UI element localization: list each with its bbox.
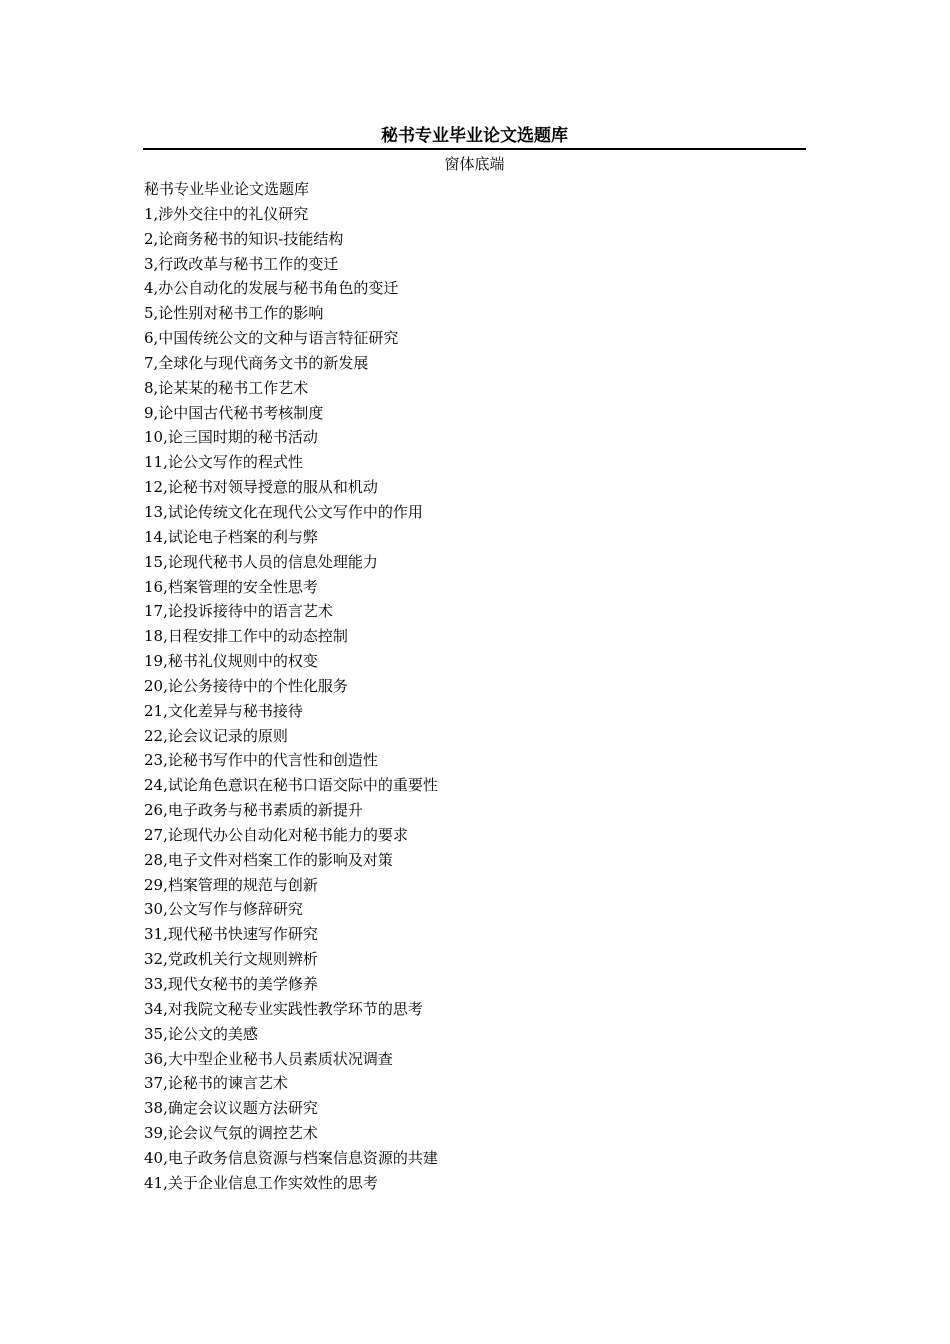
list-item: 38,确定会议议题方法研究: [144, 1099, 318, 1118]
list-item: 5,论性别对秘书工作的影响: [144, 304, 324, 323]
list-item: 4,办公自动化的发展与秘书角色的变迁: [144, 279, 399, 298]
list-item: 35,论公文的美感: [144, 1024, 258, 1043]
list-item: 6,中国传统公文的文种与语言特征研究: [144, 329, 399, 348]
list-item: 9,论中国古代秘书考核制度: [144, 403, 324, 422]
list-item: 36,大中型企业秘书人员素质状况调查: [144, 1049, 393, 1068]
list-item: 33,现代女秘书的美学修养: [144, 975, 318, 993]
list-item: 13,试论传统文化在现代公文写作中的作用: [144, 502, 423, 521]
list-item: 21,文化差异与秘书接待: [144, 701, 303, 720]
list-item: 26,电子政务与秘书素质的新提升: [144, 801, 363, 820]
list-item: 1,涉外交往中的礼仪研究: [144, 204, 309, 223]
list-item: 15,论现代秘书人员的信息处理能力: [144, 552, 378, 571]
form-bottom-label: 窗体底端: [444, 155, 505, 173]
list-item: 24,试论角色意识在秘书口语交际中的重要性: [144, 776, 438, 795]
list-item: 39,论会议气氛的调控艺术: [144, 1124, 318, 1143]
list-item: 7,全球化与现代商务文书的新发展: [144, 353, 369, 372]
list-item: 37,论秘书的谏言艺术: [144, 1074, 288, 1093]
list-item: 22,论会议记录的原则: [144, 726, 288, 745]
list-item: 18,日程安排工作中的动态控制: [144, 627, 348, 646]
list-item: 14,试论电子档案的利与弊: [144, 527, 318, 546]
list-item: 2,论商务秘书的知识-技能结构: [144, 229, 344, 248]
list-item: 32,党政机关行文规则辨析: [144, 950, 318, 969]
list-item: 20,论公务接待中的个性化服务: [144, 676, 348, 695]
topic-list-heading: 秘书专业毕业论文选题库: [144, 180, 310, 198]
list-item: 29,档案管理的规范与创新: [144, 875, 318, 894]
list-item: 12,论秘书对领导授意的服从和机动: [144, 478, 378, 497]
list-item: 31,现代秘书快速写作研究: [144, 925, 318, 944]
list-item: 28,电子文件对档案工作的影响及对策: [144, 850, 393, 869]
list-item: 23,论秘书写作中的代言性和创造性: [144, 751, 378, 770]
list-item: 16,档案管理的安全性思考: [144, 577, 318, 596]
list-item: 30,公文写作与修辞研究: [144, 900, 303, 919]
list-item: 17,论投诉接待中的语言艺术: [144, 602, 333, 621]
list-item: 19,秘书礼仪规则中的权变: [144, 652, 318, 671]
list-item: 11,论公文写作的程式性: [144, 453, 303, 472]
list-item: 34,对我院文秘专业实践性教学环节的思考: [144, 999, 423, 1018]
list-item: 10,论三国时期的秘书活动: [144, 428, 318, 447]
list-item: 41,关于企业信息工作实效性的思考: [144, 1173, 378, 1192]
topic-list-section: [144, 177, 806, 1196]
list-item: 3,行政改革与秘书工作的变迁: [144, 254, 339, 273]
list-item: 27,论现代办公自动化对秘书能力的要求: [144, 825, 408, 844]
list-item: 8,论某某的秘书工作艺术: [144, 378, 309, 397]
title-underline: [143, 148, 806, 150]
list-item: 40,电子政务信息资源与档案信息资源的共建: [144, 1148, 438, 1167]
document-title: 秘书专业毕业论文选题库: [381, 126, 568, 146]
